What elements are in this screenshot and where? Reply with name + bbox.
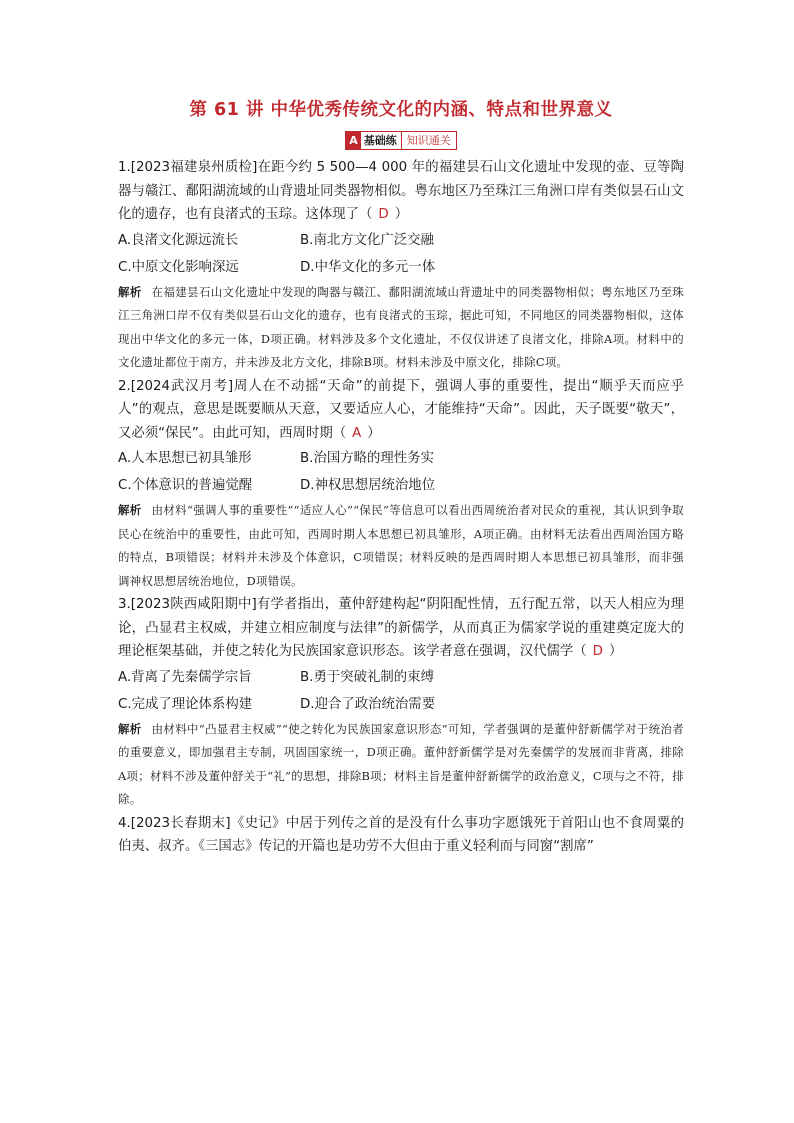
option-a: A.背离了先秦儒学宗旨	[118, 669, 252, 685]
question-stem: 1.[2023福建泉州质检]在距今约 5 500—4 000 年的福建昙石山文化遗址中发现的壶、豆等陶器与赣江、鄱阳湖流域的山背遗址同类器物相似。粤东地区乃至珠江三角洲口岸有类似昙石山文化的遗存，也有良渚式的玉琮。这体现了（ D ）	[118, 160, 684, 222]
question-3	[118, 593, 684, 812]
analysis-label: 解析	[118, 284, 142, 299]
answer: A	[352, 425, 362, 441]
badge-level: 基础练	[363, 134, 397, 147]
option-a: A.人本思想已初具雏形	[118, 451, 252, 466]
document-page	[118, 96, 684, 859]
page-title: 第 61 讲 中华优秀传统文化的内涵、特点和世界意义	[189, 100, 613, 120]
analysis: 解析 由材料中“凸显君主权威”“使之转化为民族国家意识形态”可知，学者强调的是董仲舒新儒学对于统治者的重要意义，即加强君主专制，巩固国家统一，D项正确。董仲舒新儒学是对先秦儒学的发展而非背离，排除A项；材料不涉及董仲舒关于“礼”的思想，排除B项；材料主旨是董仲舒新儒学的政治意义，C项与之不符，排除。	[118, 721, 684, 806]
badge-topic: 知识通关	[401, 132, 456, 149]
option-d: D.迎合了政治统治需要	[300, 696, 436, 712]
answer: D	[378, 207, 389, 222]
question-stem: 2.[2024武汉月考]周人在不动摇“天命”的前提下，强调人事的重要性，提出“顺乎天而应乎人”的观点，意思是既要顺从天意，又要适应人心，才能维持“天命”。因此，天子既要“敬天”，又必须“保民”。由此可知，西周时期（ A ）	[118, 378, 684, 441]
options	[118, 227, 684, 281]
option-d: D.神权思想居统治地位	[300, 478, 436, 493]
option-a: A.良渚文化源远流长	[118, 232, 239, 248]
question-1	[118, 156, 684, 375]
options	[118, 664, 684, 718]
option-c: C.中原文化影响深远	[118, 259, 239, 275]
option-d: D.中华文化的多元一体	[300, 259, 436, 275]
analysis-label: 解析	[118, 503, 142, 517]
option-b: B.治国方略的理性务实	[300, 451, 434, 466]
options	[118, 445, 684, 499]
analysis: 解析 由材料“强调人事的重要性”“适应人心”“保民”等信息可以看出西周统治者对民众的重视，其认识到争取民心在统治中的重要性，由此可知，西周时期人本思想已初具雏形，A项正确。由材料无法看出西周治国方略的特点，B项错误；材料并未涉及个体意识，C项错误；材料反映的是西周时期人本思想已初具雏形，而非强调神权思想居统治地位，D项错误。	[118, 503, 684, 588]
analysis: 解析 在福建昙石山文化遗址中发现的陶器与赣江、鄱阳湖流域山背遗址中的同类器物相似；粤东地区乃至珠江三角洲口岸不仅有类似昙石山文化的遗存，也有良渚式的玉琮，据此可知，不同地区的同类器物相似，这体现出中华文化的多元一体，D项正确。材料涉及多个文化遗址，不仅仅讲述了良渚文化，排除A项。材料中的文化遗址都位于南方，并未涉及北方文化，排除B项。材料未涉及中原文化，排除C项。	[118, 284, 684, 369]
option-b: B.勇于突破礼制的束缚	[300, 669, 434, 685]
question-4	[118, 812, 684, 859]
option-b: B.南北方文化广泛交融	[300, 232, 434, 248]
option-c: C.完成了理论体系构建	[118, 696, 253, 712]
question-2	[118, 375, 684, 594]
section-badge	[345, 131, 457, 150]
question-stem: 4.[2023长春期末]《史记》中居于列传之首的是没有什么事功字愿饿死于首阳山也不食周粟的伯夷、叔齐。《三国志》传记的开篇也是功劳不大但由于重义轻利而与同窗“割席”	[118, 815, 684, 854]
analysis-label: 解析	[118, 721, 142, 736]
question-stem: 3.[2023陕西咸阳期中]有学者指出，董仲舒建构起“阴阳配性情，五行配五常，以天人相应为理论，凸显君主权威，并建立相应制度与法律”的新儒学，从而真正为儒家学说的重建奠定庞大的理论框架基础，并使之转化为民族国家意识形态。该学者意在强调，汉代儒学（ D ）	[118, 597, 684, 659]
badge-letter: A	[346, 132, 361, 149]
answer: D	[592, 644, 603, 659]
option-c: C.个体意识的普遍觉醒	[118, 478, 253, 493]
section-badge-row	[118, 129, 684, 150]
